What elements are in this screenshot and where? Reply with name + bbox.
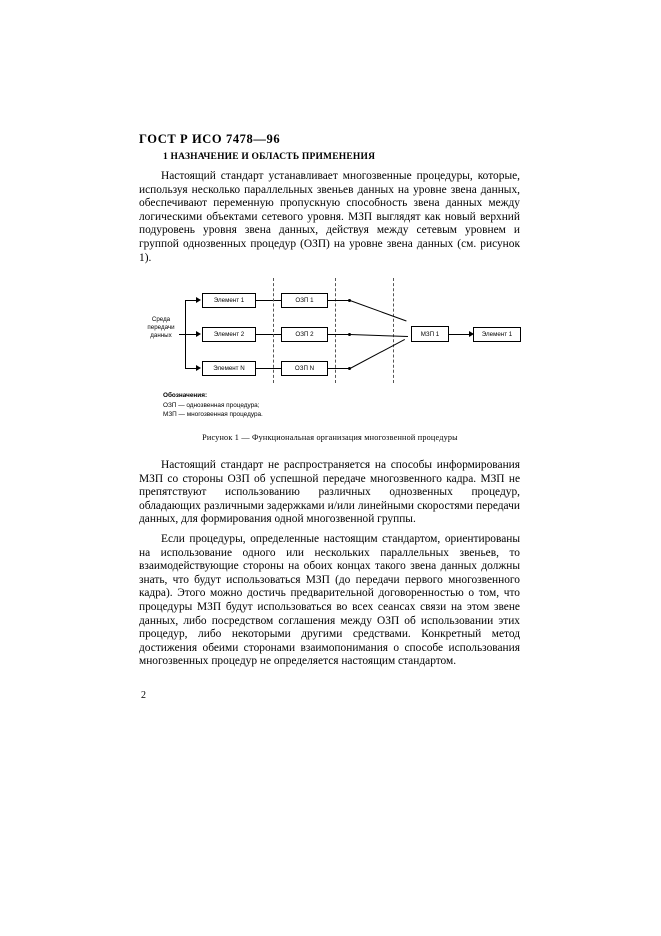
figure-link-ozp2-out (328, 334, 350, 335)
figure-element-3: Элемент N (202, 361, 256, 376)
figure-link-el3-ozpn (256, 368, 281, 369)
figure-legend-line-2: МЗП — многозвенная процедура. (163, 411, 263, 418)
figure-fanin-line-2 (350, 334, 408, 337)
document-header: ГОСТ Р ИСО 7478—96 (139, 132, 281, 146)
figure-link-mzp-out (449, 334, 471, 335)
figure-element-1: Элемент 1 (202, 293, 256, 308)
figure-mzp-1: МЗП 1 (411, 326, 449, 342)
figure-fanin-line-3 (350, 339, 405, 369)
figure-node-dot-2 (348, 333, 351, 336)
figure-node-dot-1 (348, 299, 351, 302)
section-title: 1 НАЗНАЧЕНИЕ И ОБЛАСТЬ ПРИМЕНЕНИЯ (163, 152, 376, 162)
figure-medium-label: Среда передачи данных (147, 316, 175, 339)
figure-fanin-line-1 (350, 300, 407, 321)
paragraph-1: Настоящий стандарт устанавливает многозвенные процедуры, которые, используя несколько параллельных звеньев данных на уровне звена данных, обеспечивают переменную пропускную способность звена данных между логическими объектами сетевого уровня. МЗП выглядят как новый верхний подуровень уровня звена данных, действуя между сетевым уровнем и группой однозвенных процедур (ОЗП) на уровне звена данных (см. рисунок 1). (139, 170, 520, 264)
figure-arrow-to-element-2 (196, 331, 201, 337)
figure-link-el2-ozp2 (256, 334, 281, 335)
figure-layer-divider-3 (393, 278, 394, 383)
figure-1 (139, 278, 521, 443)
figure-arrow-to-element-3 (196, 365, 201, 371)
figure-ozp-2: ОЗП 2 (281, 327, 328, 342)
figure-ozp-n: ОЗП N (281, 361, 328, 376)
figure-link-ozp1-out (328, 300, 350, 301)
paragraph-2: Настоящий стандарт не распространяется на способы информирования МЗП со стороны ОЗП об успешной передаче многозвенного кадра. МЗП не препятствуют использованию различных однозвенных процедур, обладающих различными задержками и/или линейными скоростями передачи данных, для формирования одной многозвенной группы. (139, 459, 520, 526)
figure-arrow-to-element-1 (196, 297, 201, 303)
figure-legend (163, 391, 263, 420)
figure-element-2: Элемент 2 (202, 327, 256, 342)
figure-caption: Рисунок 1 — Функциональная организация многозвенной процедуры (202, 433, 458, 442)
figure-link-el1-ozp1 (256, 300, 281, 301)
figure-legend-line-1: ОЗП — однозвенная процедура; (163, 401, 260, 409)
figure-legend-title: Обозначения: (163, 392, 208, 399)
figure-link-ozpn-out (328, 368, 350, 369)
figure-output-element: Элемент 1 (473, 327, 521, 342)
figure-layer-divider-1 (273, 278, 274, 383)
figure-node-dot-3 (348, 367, 351, 370)
page-number: 2 (141, 690, 146, 701)
paragraph-3: Если процедуры, определенные настоящим стандартом, ориентированы на использование одного или нескольких параллельных звеньев, то взаимодействующие стороны на обоих концах такого звена данных должны знать, что будут использоваться МЗП (до передачи первого многозвенного кадра). Этого можно достичь предварительной договоренностью о том, что процедуры МЗП будут использоваться во всех сеансах связи на этом звене данных, либо посредством соглашения между ОЗП об использовании этих процедур, либо некоторыми другими средствами. Конкретный метод достижения обеими сторонами взаимопонимания о способе использования многозвенных процедур не определяется настоящим стандартом. (139, 533, 520, 668)
figure-ozp-1: ОЗП 1 (281, 293, 328, 308)
